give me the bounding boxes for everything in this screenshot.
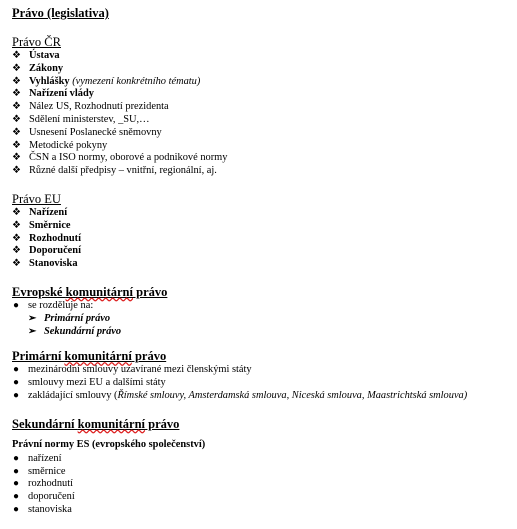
list-item: ❖ Nařízení vlády <box>12 88 94 100</box>
round-bullet-icon: ● <box>13 465 20 477</box>
list-item: ❖ Nařízení <box>12 206 68 218</box>
diamond-bullet-icon: ❖ <box>12 245 21 257</box>
section-heading-pravo-cr: Právo ČR <box>12 35 61 49</box>
round-bullet-icon: ● <box>13 478 20 490</box>
diamond-bullet-icon: ❖ <box>12 62 21 74</box>
list-sekundarni-komunitarni-pravo <box>12 453 511 517</box>
list-item: ● zakládající smlouvy (Římské smlouvy, Amsterdamská smlouva, Niceská smlouva, Maastrichtská smlouva) <box>13 389 468 401</box>
diamond-bullet-icon: ❖ <box>12 101 21 113</box>
diamond-bullet-icon: ❖ <box>12 88 21 100</box>
list-item: ● smlouvy mezi EU a dalšími státy <box>13 377 166 389</box>
list-item: ● se rozděluje na: <box>13 299 94 311</box>
list-pravo-cr <box>12 50 511 178</box>
list-item: ➢ Sekundární právo <box>28 325 122 337</box>
list-evropske-komunitarni-pravo <box>12 300 511 313</box>
diamond-bullet-icon: ❖ <box>12 113 21 125</box>
list-item: ❖ Rozhodnutí <box>12 232 81 244</box>
round-bullet-icon: ● <box>13 364 20 376</box>
arrow-bullet-icon: ➢ <box>28 312 37 324</box>
list-item: ❖ Metodické pokyny <box>12 139 108 151</box>
round-bullet-icon: ● <box>13 377 20 389</box>
diamond-bullet-icon: ❖ <box>12 206 21 218</box>
list-item: ● mezinárodní smlouvy uzavírané mezi členskými státy <box>13 364 252 376</box>
section-heading-pravo-eu: Právo EU <box>12 191 61 206</box>
arrow-bullet-icon: ➢ <box>28 325 37 337</box>
section-heading-sekundarni-komunitarni-pravo: Sekundární komunitární právo <box>12 416 180 431</box>
round-bullet-icon: ● <box>13 491 20 503</box>
list-item: ● stanoviska <box>13 503 72 515</box>
round-bullet-icon: ● <box>13 389 20 401</box>
list-item: ❖ ČSN a ISO normy, oborové a podnikové normy <box>12 152 228 164</box>
list-primarni-komunitarni-pravo <box>12 364 511 402</box>
list-item: ● doporučení <box>13 491 75 503</box>
list-item: ❖ Zákony <box>12 62 64 74</box>
list-pravo-eu <box>12 207 511 271</box>
round-bullet-icon: ● <box>13 299 20 311</box>
section-heading-primarni-komunitarni-pravo: Primární komunitární právo <box>12 349 167 364</box>
list-item: ❖ Sdělení ministerstev, _SU,… <box>12 113 150 125</box>
diamond-bullet-icon: ❖ <box>12 219 21 231</box>
subheading-pravni-normy-es: Právní normy ES (evropského společenství) <box>12 438 206 450</box>
list-item: ❖ Vyhlášky (vymezení konkrétního tématu) <box>12 75 201 87</box>
document-title: Právo (legislativa) <box>12 6 109 20</box>
diamond-bullet-icon: ❖ <box>12 258 21 270</box>
list-item: ❖ Usnesení Poslanecké sněmovny <box>12 126 162 138</box>
list-item: ● rozhodnutí <box>13 478 74 490</box>
list-item: ❖ Různé další předpisy – vnitřní, regionální, aj. <box>12 165 217 177</box>
list-item: ❖ Doporučení <box>12 245 81 257</box>
diamond-bullet-icon: ❖ <box>12 126 21 138</box>
list-item: ● směrnice <box>13 465 66 477</box>
list-item: ❖ Ústava <box>12 50 60 61</box>
diamond-bullet-icon: ❖ <box>12 75 21 87</box>
diamond-bullet-icon: ❖ <box>12 139 21 151</box>
diamond-bullet-icon: ❖ <box>12 152 21 164</box>
document <box>12 6 511 517</box>
sublist-prava <box>12 313 511 339</box>
round-bullet-icon: ● <box>13 452 20 464</box>
list-item: ➢ Primární právo <box>28 312 111 324</box>
list-item: ❖ Stanoviska <box>12 258 78 270</box>
diamond-bullet-icon: ❖ <box>12 165 21 177</box>
list-item: ● nařízení <box>13 452 62 464</box>
list-item: ❖ Nález US, Rozhodnutí prezidenta <box>12 101 169 113</box>
diamond-bullet-icon: ❖ <box>12 50 21 61</box>
diamond-bullet-icon: ❖ <box>12 232 21 244</box>
round-bullet-icon: ● <box>13 503 20 515</box>
list-item: ❖ Směrnice <box>12 219 71 231</box>
section-heading-evropske-komunitarni-pravo: Evropské komunitární právo <box>12 284 168 299</box>
